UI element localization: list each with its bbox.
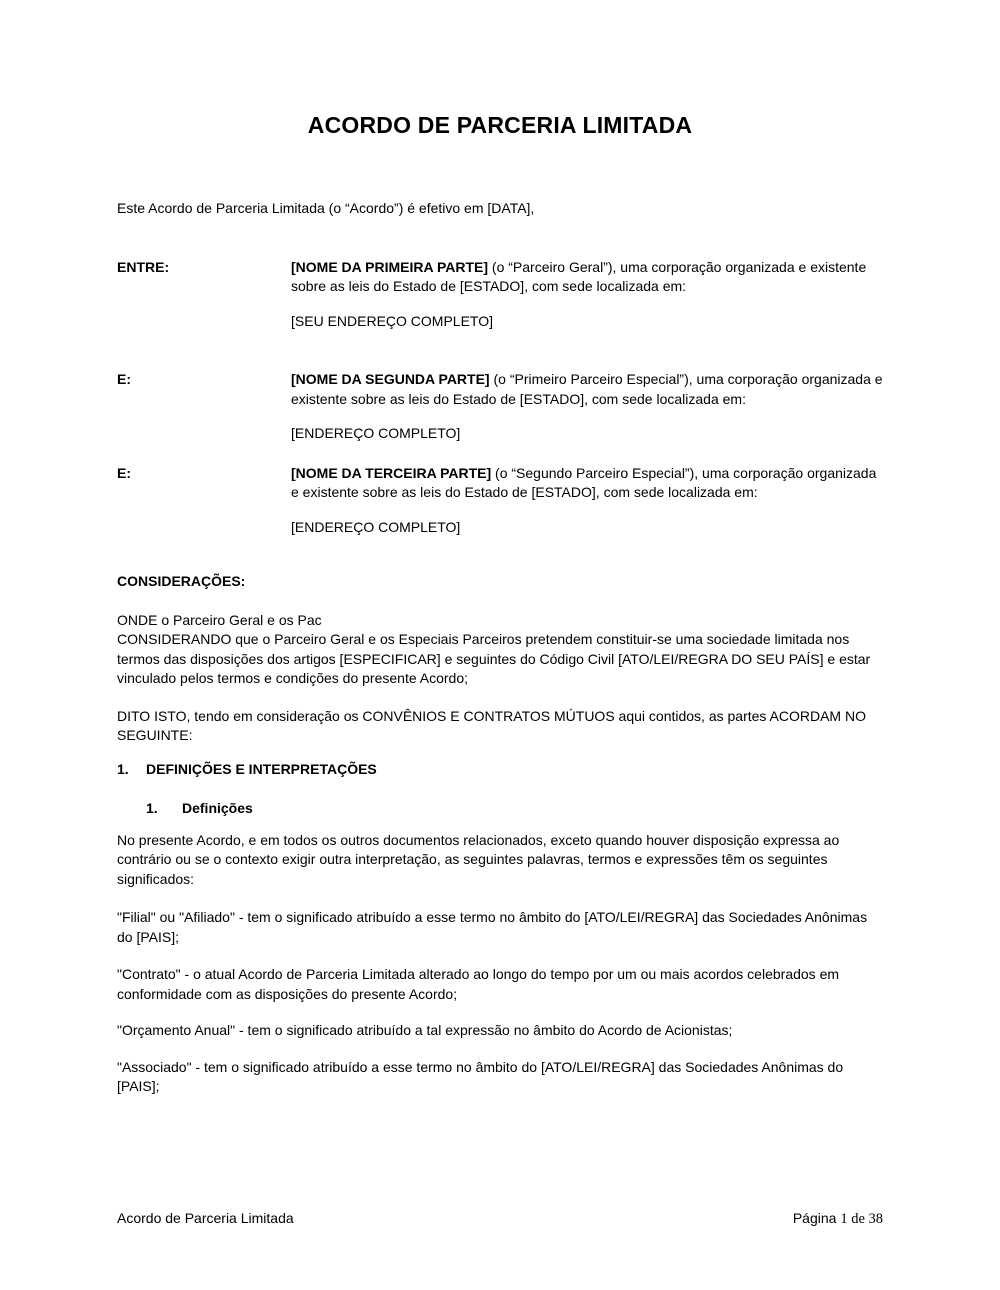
party-address: [ENDEREÇO COMPLETO]: [291, 518, 461, 535]
subsection-1-title: Definições: [182, 800, 253, 816]
party-description: [291, 464, 883, 503]
definition-associado: "Associado" - tem o significado atribuído a esse termo no âmbito do [ATO/LEI/REGRA] das Sociedades Anônimas do [PAIS];: [117, 1058, 844, 1094]
party-description-text: (o “Primeiro Parceiro Especial”), uma corporação organizada e existente sobre as leis do Estado de [ESTADO], com sede localizada em:: [291, 371, 883, 407]
dito-isto-paragraph: DITO ISTO, tendo em consideração os CONVÊNIOS E CONTRATOS MÚTUOS aqui contidos, as partes ACORDAM NO SEGUINTE:: [117, 707, 866, 743]
party-row-second: [117, 370, 883, 444]
party-name-placeholder: [NOME DA PRIMEIRA PARTE]: [291, 258, 489, 275]
section-1-heading: [117, 760, 883, 780]
subsection-1-number: 1.: [146, 800, 158, 816]
subsection-1-heading: [146, 799, 883, 819]
considerations-line1: ONDE o Parceiro Geral e os Pac: [117, 611, 322, 628]
document-title: ACORDO DE PARCERIA LIMITADA: [307, 112, 693, 138]
party-label: E:: [117, 464, 131, 481]
definition-contrato: "Contrato" - o atual Acordo de Parceria Limitada alterado ao longo do tempo por um ou mais acordos celebrados em conformidade com as disposições do presente Acordo;: [117, 966, 840, 1002]
party-address: [SEU ENDEREÇO COMPLETO]: [291, 312, 494, 329]
party-body: [291, 370, 883, 444]
party-label: ENTRE:: [117, 258, 170, 275]
footer-page-number: [793, 1209, 883, 1230]
party-row-first: [117, 258, 883, 332]
party-address: [ENDEREÇO COMPLETO]: [291, 425, 461, 441]
party-description: [291, 370, 883, 409]
party-row-third: [117, 464, 883, 538]
party-name-placeholder: [NOME DA SEGUNDA PARTE]: [291, 371, 490, 387]
definition-orcamento-anual: "Orçamento Anual" - tem o significado atribuído a tal expressão no âmbito do Acordo de Acionistas;: [117, 1022, 733, 1038]
party-description-text: (o “Segundo Parceiro Especial”), uma corporação organizada e existente sobre as leis do Estado de [ESTADO], com sede localizada em:: [291, 464, 877, 500]
party-description-text: (o “Parceiro Geral”), uma corporação organizada e existente sobre as leis do Estado de [ESTADO], com sede localizada em:: [291, 258, 867, 294]
party-name-placeholder: [NOME DA TERCEIRA PARTE]: [291, 464, 492, 481]
section-1-number: 1.: [117, 760, 129, 777]
footer-page-info: 1 de 38: [840, 1211, 883, 1227]
considerations-body-text: CONSIDERANDO que o Parceiro Geral e os Especiais Parceiros pretendem constituir-se uma sociedade limitada nos termos das disposições dos artigos [ESPECIFICAR] e seguintes do Código Civil [ATO/LEI/REGRA DO SEU PAÍS] e estar vinculado pelos termos e condições do presente Acordo;: [117, 631, 871, 686]
party-body: [291, 258, 883, 332]
intro-paragraph: Este Acordo de Parceria Limitada (o “Acordo”) é efetivo em [DATA],: [117, 200, 535, 216]
party-description: [291, 258, 883, 297]
footer-document-name: Acordo de Parceria Limitada: [117, 1210, 294, 1226]
section-1-title: DEFINIÇÕES E INTERPRETAÇÕES: [146, 760, 377, 777]
document-content: [117, 0, 883, 1097]
party-body: [291, 464, 883, 538]
page-footer: [117, 1209, 883, 1230]
considerations-heading: CONSIDERAÇÕES:: [117, 573, 246, 589]
definitions-intro-paragraph: No presente Acordo, e em todos os outros documentos relacionados, exceto quando houver disposição expressa ao contrário ou se o contexto exigir outra interpretação, as seguintes palavras, termos e expressões têm os seguintes significados:: [117, 831, 840, 887]
footer-page-label: Página: [792, 1210, 837, 1226]
considerations-paragraph: [117, 611, 883, 689]
definition-filial: "Filial" ou "Afiliado" - tem o significado atribuído a esse termo no âmbito do [ATO/LEI/REGRA] das Sociedades Anônimas do [PAIS];: [117, 909, 868, 945]
party-label: E:: [117, 371, 131, 387]
